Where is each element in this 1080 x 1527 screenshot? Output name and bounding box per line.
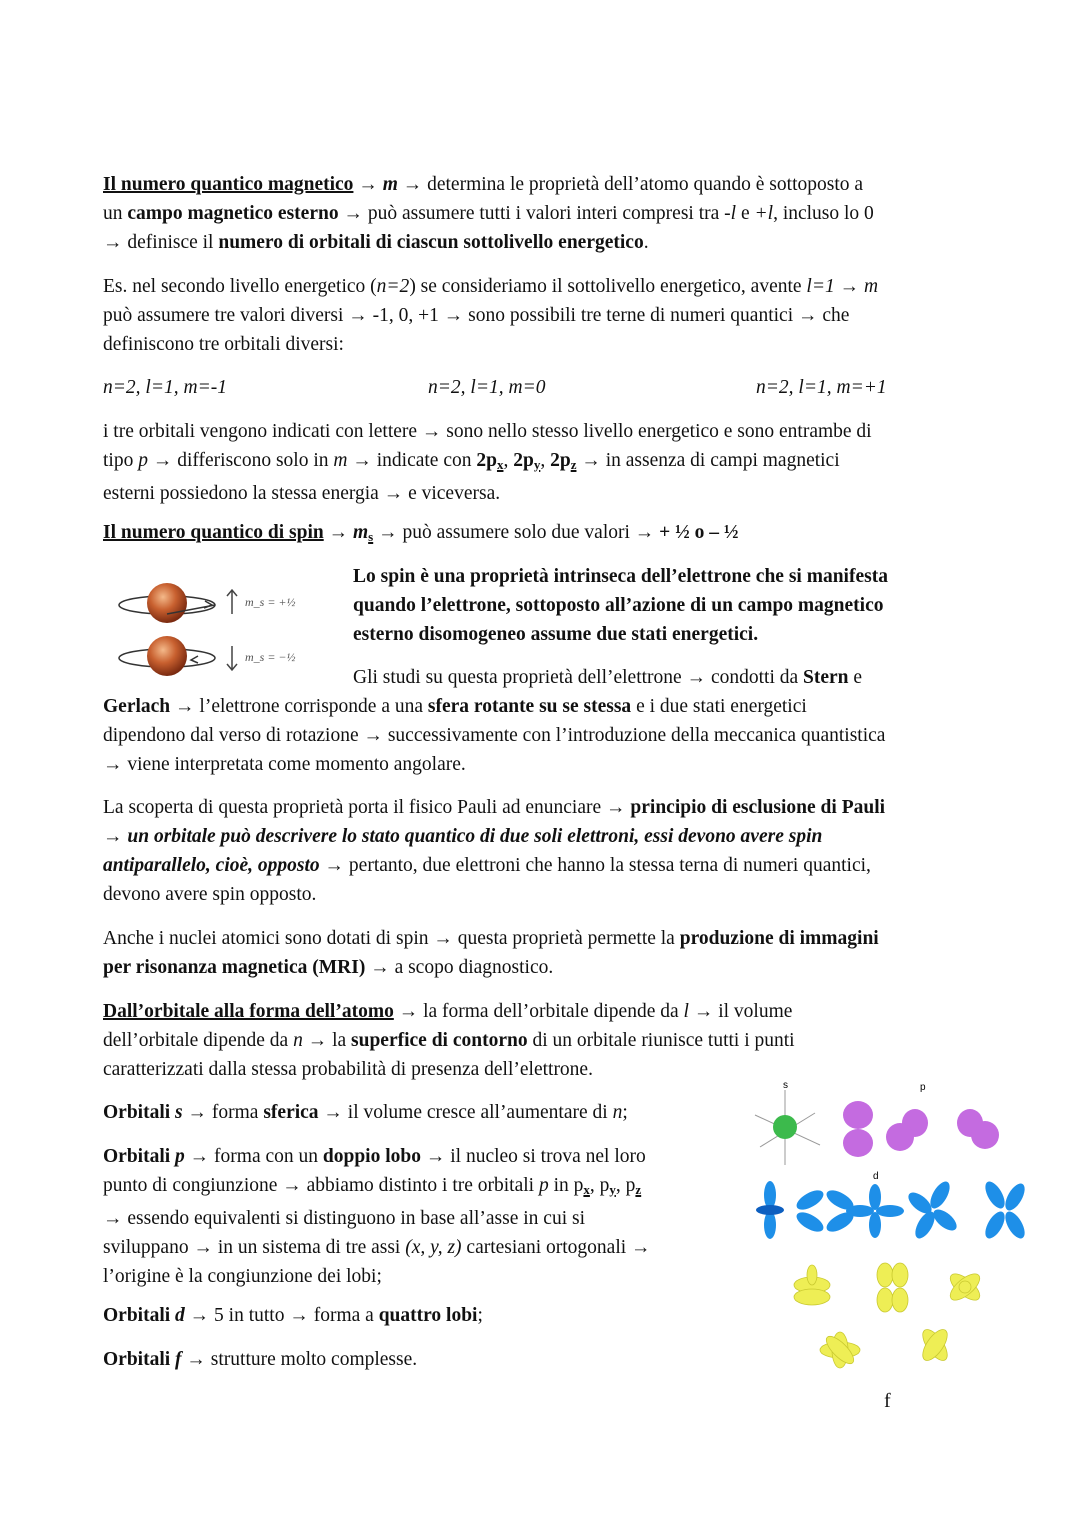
text-segment: può assumere tre valori diversi → -1, 0, +1 → sono possibili tre terne di numeri quantici → che: [103, 305, 850, 326]
text-line: [103, 330, 1003, 359]
text-segment: x: [583, 1182, 590, 1197]
paragraph: [103, 170, 1003, 257]
text-segment: x: [496, 457, 504, 472]
text-segment: caratterizzati dalla stessa probabilità di presenza dell’elettrone.: [103, 1059, 593, 1080]
text-segment: f: [175, 1349, 182, 1370]
text-segment: → pertanto, due elettroni che hanno la stessa terna di numeri quantici,: [319, 855, 871, 876]
text-line: [103, 199, 1003, 228]
paragraph: [103, 272, 1003, 359]
text-segment: dipendono dal verso di rotazione → successivamente con l’introduzione della meccanica quantistica: [103, 725, 886, 746]
text-segment: Es. nel secondo livello energetico (: [103, 276, 377, 297]
text-segment: Orbitali: [103, 1305, 176, 1326]
text-segment: quattro lobi: [378, 1305, 478, 1326]
text-segment: Anche i nuclei atomici sono dotati di spin → questa proprietà permette la: [103, 928, 680, 949]
text-segment: e: [848, 667, 863, 688]
text-line: [103, 822, 1003, 851]
text-segment: Gli studi su questa proprietà dell’elettrone → condotti da: [353, 667, 804, 688]
text-segment: l’origine è la congiunzione dei lobi;: [103, 1266, 382, 1287]
text-segment: → forma con un: [184, 1146, 323, 1167]
text-segment: → determina le proprietà dell’atomo quando è sottoposto a: [397, 174, 864, 195]
text-segment: → l’elettrone corrisponde a una: [170, 696, 428, 717]
f-orbitals-icon: [794, 1263, 984, 1368]
paragraph: [103, 924, 1003, 982]
text-segment: p: [538, 1175, 549, 1196]
text-segment: z: [570, 457, 577, 472]
text-segment: + ½ o – ½: [659, 522, 739, 543]
text-segment: → viene interpretata come momento angolare.: [103, 754, 466, 775]
text-line: [103, 924, 1003, 953]
text-segment: esterni possiedono la stessa energia → e viceversa.: [103, 483, 501, 504]
text-segment: campo magnetico esterno: [127, 203, 339, 224]
text-segment: produzione di immagini: [679, 928, 879, 949]
text-segment: → differiscono solo in: [147, 450, 334, 471]
text-segment: → può assumere tutti i valori interi compresi tra: [338, 203, 725, 224]
text-segment: antiparallelo, cioè, opposto: [103, 855, 320, 876]
f-orbital-label: f: [884, 1390, 891, 1412]
text-line: [103, 446, 1003, 479]
text-segment: l: [683, 1001, 689, 1022]
text-segment: d: [175, 1305, 185, 1326]
text-segment: → a scopo diagnostico.: [365, 957, 554, 978]
text-segment: 2p: [476, 450, 497, 471]
text-segment: sferica: [263, 1102, 319, 1123]
text-segment: e: [736, 203, 755, 224]
text-segment: → indicate con: [347, 450, 477, 471]
text-segment: →: [323, 522, 353, 543]
quantum-set-3: n=2, l=1, m=+1: [756, 377, 887, 398]
text-segment: Stern: [803, 667, 849, 688]
text-line: [103, 851, 1003, 880]
text-segment: m: [333, 450, 348, 471]
text-segment: s: [368, 529, 374, 544]
text-segment: punto di congiunzione → abbiamo distinto i tre orbitali: [103, 1175, 539, 1196]
text-line: [103, 272, 1003, 301]
text-segment: Orbitali: [103, 1146, 176, 1167]
spin-down-electron-icon: [119, 636, 296, 676]
text-line: [103, 228, 1003, 257]
text-segment: superfice di contorno: [351, 1030, 528, 1051]
text-segment: n: [293, 1030, 303, 1051]
text-segment: Lo spin è una proprietà intrinseca dell’elettrone che si manifesta: [353, 566, 888, 587]
text-segment: i tre orbitali vengono indicati con lettere → sono nello stesso livello energetico e sono entrambe di: [103, 421, 872, 442]
text-segment: , p: [589, 1175, 610, 1196]
svg-text:m_s = +½: m_s = +½: [245, 595, 296, 609]
svg-text:m_s = −½: m_s = −½: [245, 650, 296, 664]
text-line: [103, 793, 1003, 822]
text-segment: → essendo equivalenti si distinguono in base all’asse in cui si: [103, 1208, 586, 1229]
text-segment: e i due stati energetici: [631, 696, 807, 717]
text-segment: principio di esclusione di Pauli: [630, 797, 886, 818]
text-line: [103, 1026, 1003, 1055]
text-segment: → definisce il: [103, 232, 219, 253]
text-segment: Orbitali: [103, 1349, 176, 1370]
text-segment: ;: [477, 1305, 483, 1326]
text-segment: Il numero quantico di spin: [103, 522, 324, 543]
text-segment: l=1 → m: [806, 276, 879, 297]
text-segment: Orbitali: [103, 1102, 176, 1123]
text-segment: numero di orbitali di ciascun sottolivello energetico: [218, 232, 644, 253]
text-segment: →: [353, 174, 383, 195]
quantum-set-2: n=2, l=1, m=0: [428, 377, 546, 398]
text-segment: in p: [548, 1175, 584, 1196]
text-line: [103, 479, 1003, 508]
text-segment: La scoperta di questa proprietà porta il fisico Pauli ad enunciare →: [103, 797, 631, 818]
text-segment: y: [533, 457, 541, 472]
quantum-set-1: n=2, l=1, m=-1: [103, 377, 227, 398]
text-segment: y: [609, 1182, 616, 1197]
d-orbitals-icon: [756, 1179, 1029, 1242]
p-orbitals-icon: [843, 1101, 999, 1157]
text-segment: ;: [622, 1102, 628, 1123]
text-segment: 2p: [513, 450, 534, 471]
text-segment: tipo: [103, 450, 139, 471]
text-segment: quando l’elettrone, sottoposto all’azione di un campo magnetico: [353, 595, 884, 616]
text-line: [103, 518, 1003, 551]
text-segment: p: [175, 1146, 185, 1167]
text-segment: → il nucleo si trova nel loro: [420, 1146, 646, 1167]
text-segment: → 5 in tutto → forma a: [184, 1305, 379, 1326]
text-segment: dell’orbitale dipende da: [103, 1030, 294, 1051]
text-line: [103, 953, 1003, 982]
text-segment: +l: [754, 203, 774, 224]
text-line: [103, 417, 1003, 446]
text-line: [103, 880, 1003, 909]
svg-text:p: p: [920, 1082, 926, 1093]
orbital-shapes-figure: [740, 1075, 1035, 1380]
text-segment: (x, y, z): [405, 1237, 462, 1258]
text-segment: z: [635, 1182, 642, 1197]
text-segment: → la forma dell’orbitale dipende da: [393, 1001, 684, 1022]
text-segment: s: [175, 1102, 183, 1123]
text-segment: -l: [724, 203, 737, 224]
text-segment: doppio lobo: [322, 1146, 421, 1167]
text-segment: n: [612, 1102, 623, 1123]
paragraph: [103, 793, 1003, 909]
text-segment: → forma: [182, 1102, 264, 1123]
text-segment: esterno disomogeneo assume due stati energetici.: [353, 624, 759, 645]
text-segment: Il numero quantico magnetico: [103, 174, 354, 195]
text-segment: di un orbitale riunisce tutti i punti: [527, 1030, 795, 1051]
text-line: [103, 301, 1003, 330]
text-line: [103, 170, 1003, 199]
text-line: [103, 721, 1003, 750]
text-segment: 2p: [550, 450, 571, 471]
text-segment: n=2: [376, 276, 410, 297]
text-line: [103, 750, 1003, 779]
paragraph: [103, 997, 1003, 1084]
text-line: [103, 997, 1003, 1026]
svg-text:s: s: [783, 1080, 788, 1091]
text-segment: , p: [615, 1175, 636, 1196]
paragraph: [103, 518, 1003, 551]
text-segment: → il volume: [688, 1001, 793, 1022]
text-segment: m: [352, 522, 369, 543]
text-segment: .: [643, 232, 649, 253]
text-segment: → può assumere solo due valori →: [373, 522, 660, 543]
text-segment: cartesiani ortogonali →: [461, 1237, 651, 1258]
text-segment: → il volume cresce all’aumentare di: [318, 1102, 613, 1123]
text-segment: sviluppano → in un sistema di tre assi: [103, 1237, 406, 1258]
electron-spin-figure: [112, 578, 312, 688]
text-segment: , incluso lo 0: [773, 203, 874, 224]
paragraph: [103, 417, 1003, 508]
text-segment: Dall’orbitale alla forma dell’atomo: [103, 1001, 394, 1022]
text-segment: → in assenza di campi magnetici: [576, 450, 840, 471]
text-segment: → strutture molto complesse.: [181, 1349, 418, 1370]
text-line: [103, 692, 1003, 721]
text-segment: p: [138, 450, 148, 471]
spin-up-electron-icon: [119, 583, 296, 623]
text-segment: sfera rotante su se stessa: [427, 696, 632, 717]
svg-text:d: d: [873, 1171, 879, 1182]
text-segment: ,: [540, 450, 551, 471]
s-orbital-icon: [773, 1115, 797, 1139]
text-segment: devono avere spin opposto.: [103, 884, 317, 905]
text-segment: → un orbitale può descrivere lo stato quantico di due soli elettroni, essi devono avere spin: [103, 826, 823, 847]
text-segment: → la: [302, 1030, 352, 1051]
text-segment: m: [382, 174, 398, 195]
text-segment: ) se consideriamo il sottolivello energetico, avente: [409, 276, 807, 297]
text-segment: Gerlach: [103, 696, 171, 717]
text-segment: definiscono tre orbitali diversi:: [103, 334, 344, 355]
text-segment: un: [103, 203, 128, 224]
text-segment: ,: [503, 450, 514, 471]
text-segment: per risonanza magnetica (MRI): [103, 957, 366, 978]
